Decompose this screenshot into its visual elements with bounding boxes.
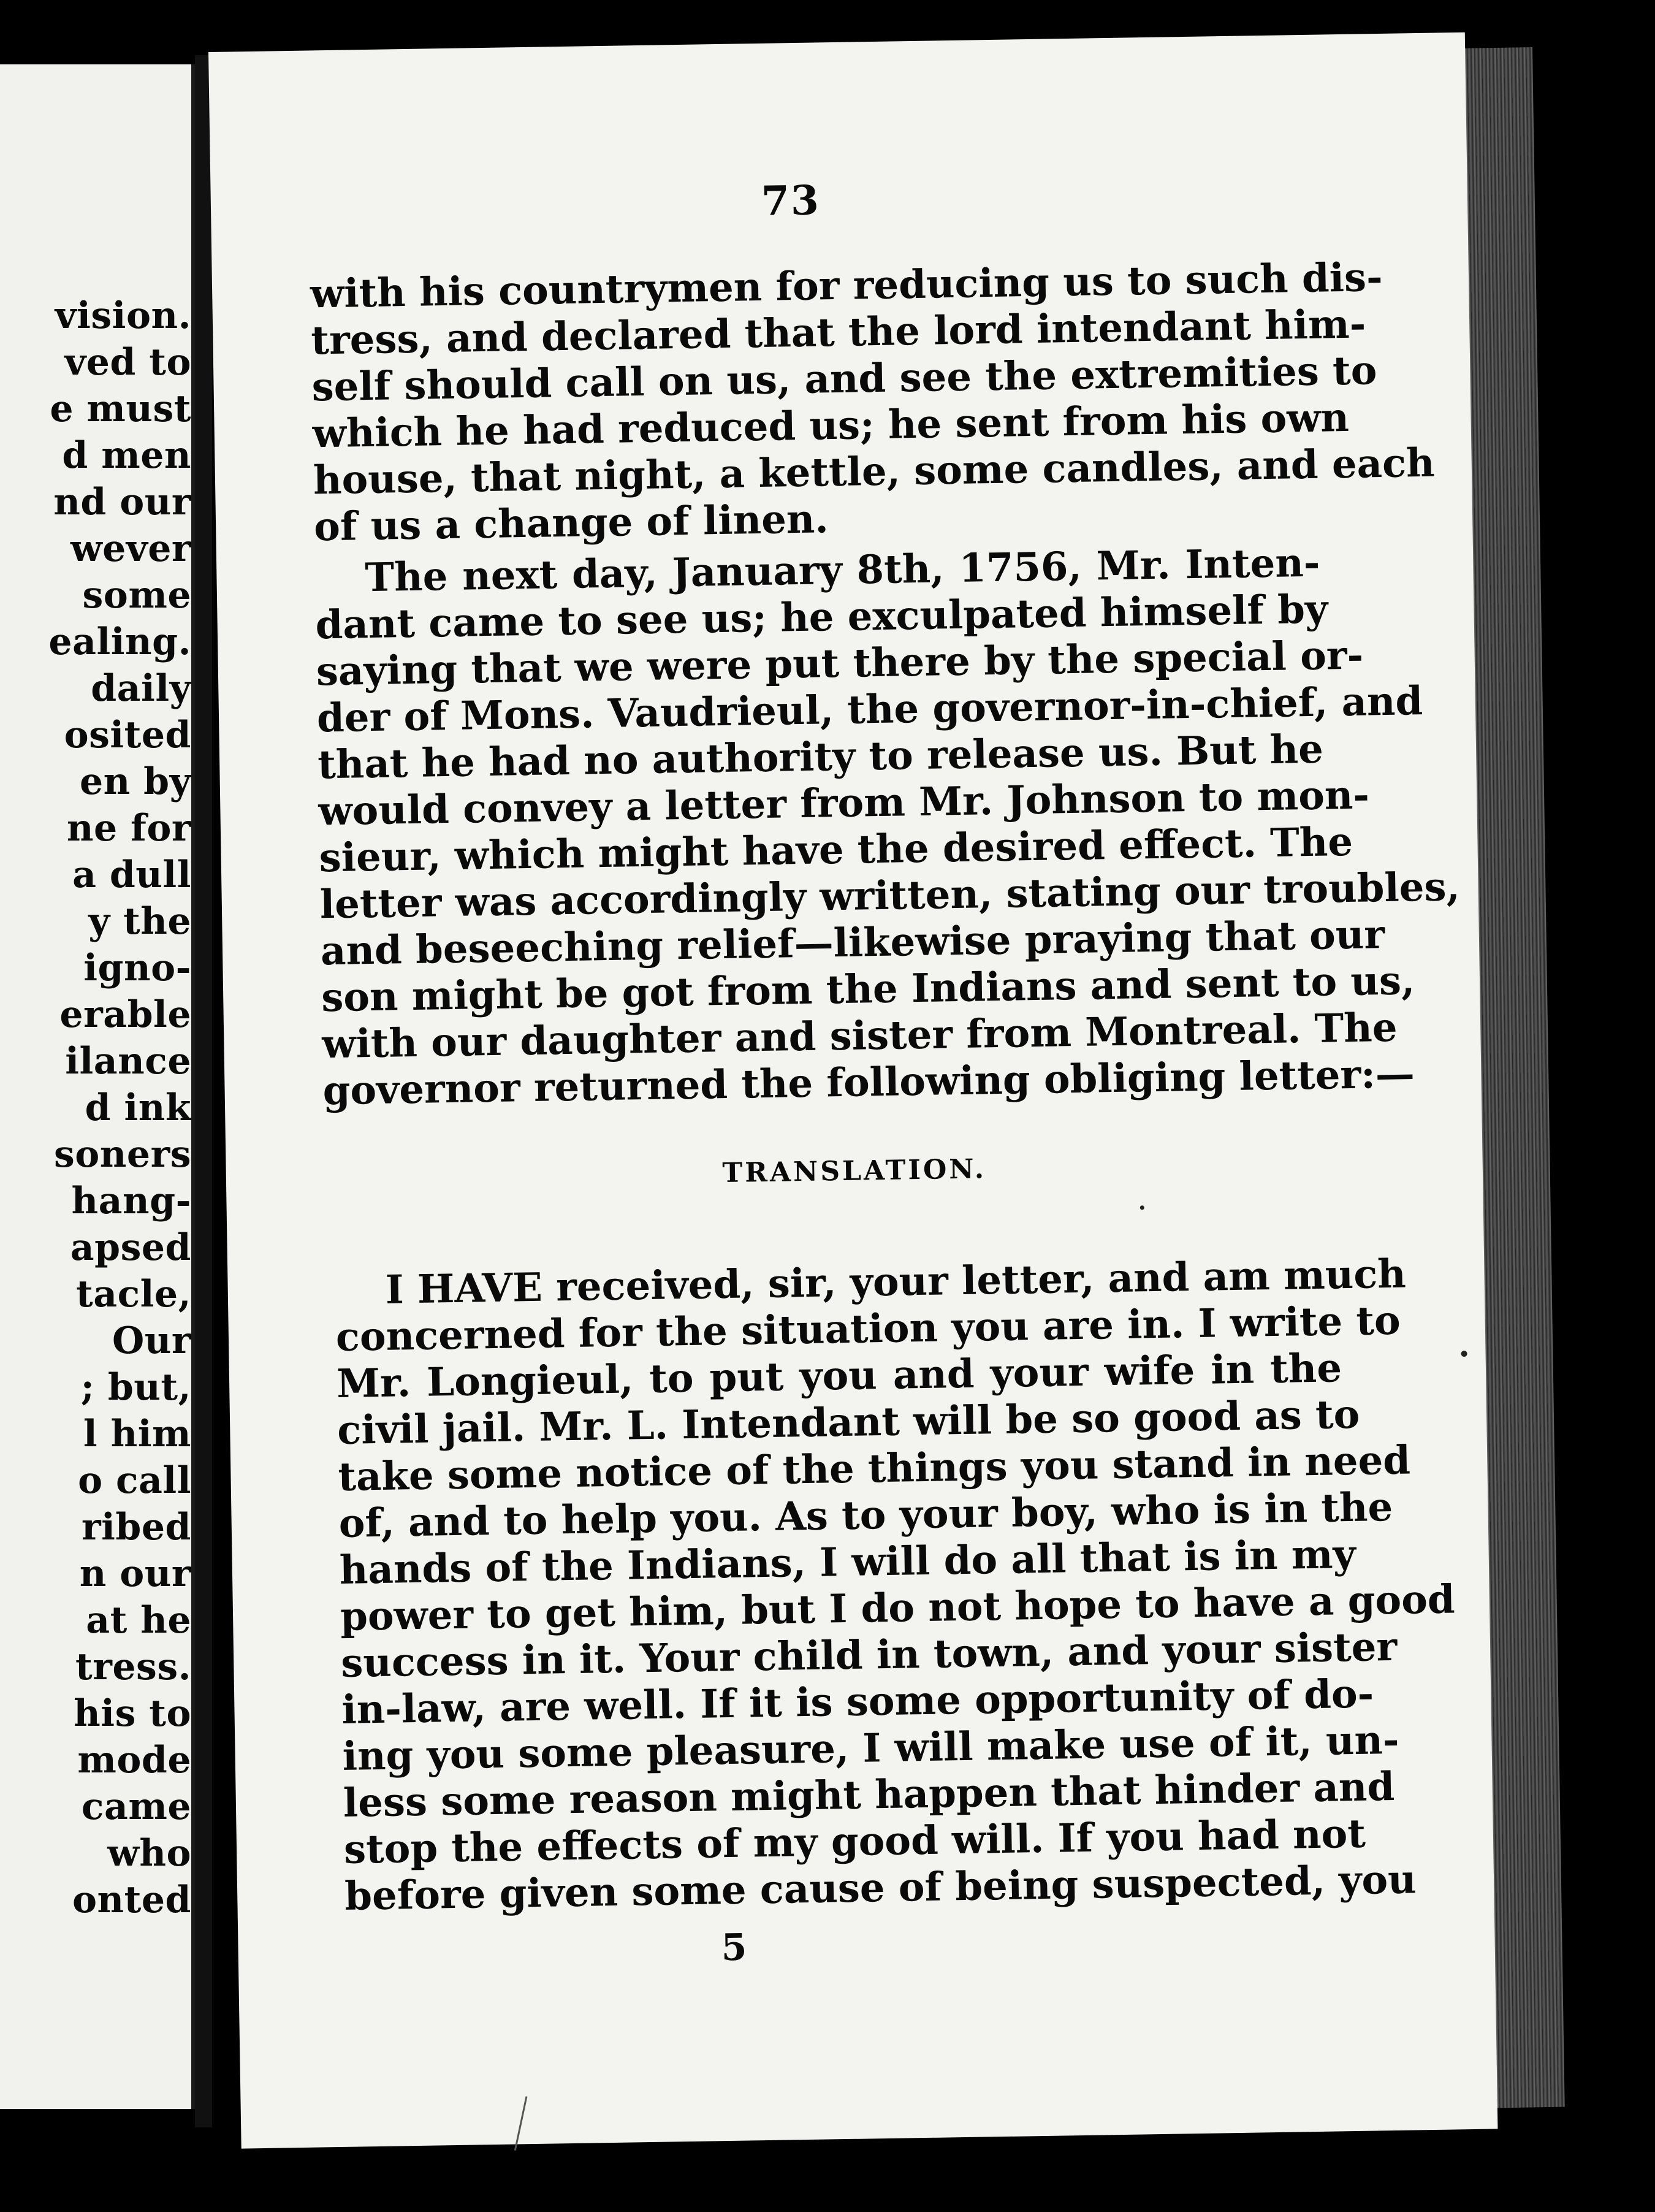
text-line: The next day, January 8th, 1756, Mr. Inten- bbox=[364, 540, 1320, 601]
left-page-line: ved to bbox=[64, 341, 191, 384]
text-line: and beseeching relief—likewise praying that our bbox=[320, 912, 1385, 975]
left-page-line: ribed bbox=[82, 1506, 191, 1549]
left-page-line: tress. bbox=[75, 1646, 191, 1688]
left-page-line: Our bbox=[112, 1319, 191, 1362]
left-page-line: onted bbox=[72, 1878, 191, 1921]
text-line: saying that we were put there by the special or- bbox=[316, 632, 1364, 695]
text-line: house, that night, a kettle, some candles, and each bbox=[313, 440, 1436, 504]
text-line: which he had reduced us; he sent from his own bbox=[312, 394, 1350, 457]
left-page-line: ilance bbox=[65, 1040, 191, 1083]
left-page-line: at he bbox=[86, 1599, 191, 1642]
left-page-line: erable bbox=[59, 993, 191, 1036]
left-page-line: en by bbox=[79, 760, 191, 803]
letter-line: I HAVE received, sir, your letter, and am much bbox=[385, 1251, 1407, 1313]
left-page-line: d ink bbox=[85, 1086, 191, 1129]
left-page-line: hang- bbox=[71, 1180, 191, 1222]
left-page-line: igno- bbox=[83, 947, 191, 990]
left-page-line: a dull bbox=[72, 853, 191, 896]
page-number: 73 bbox=[761, 176, 821, 225]
text-line: son might be got from the Indians and sent to us, bbox=[321, 958, 1415, 1021]
letter-line: in-law, are well. If it is some opportunity of do- bbox=[341, 1671, 1374, 1733]
right-page bbox=[208, 32, 1497, 2149]
left-page-line: mode bbox=[77, 1739, 191, 1782]
left-page-line: ; but, bbox=[80, 1366, 191, 1409]
left-page-line: d men bbox=[62, 434, 191, 477]
text-line: that he had no authority to release us. But he bbox=[317, 726, 1324, 788]
book-gutter bbox=[195, 55, 212, 2127]
signature-mark: 5 bbox=[721, 1926, 747, 1970]
left-page-line: soners bbox=[54, 1133, 191, 1176]
left-page-line: n our bbox=[79, 1552, 191, 1595]
left-page-line: l him bbox=[83, 1413, 191, 1455]
left-page-line: vision. bbox=[55, 294, 191, 337]
letter-line: civil jail. Mr. L. Intendant will be so good as to bbox=[337, 1391, 1360, 1454]
left-page-line: some bbox=[82, 574, 191, 617]
left-page-line: osited bbox=[64, 714, 191, 757]
left-page-line: o call bbox=[78, 1459, 191, 1502]
left-page-line: y the bbox=[88, 900, 191, 943]
left-page-line: e must bbox=[50, 387, 191, 430]
left-page-line: his to bbox=[74, 1692, 191, 1735]
body-text bbox=[310, 254, 1461, 1115]
text-line: of us a change of linen. bbox=[313, 496, 829, 551]
left-page-line: wever bbox=[70, 527, 191, 570]
left-page-line: came bbox=[81, 1785, 191, 1828]
left-page-line: apsed bbox=[70, 1226, 191, 1269]
left-page-line: daily bbox=[91, 667, 191, 710]
left-page-line: who bbox=[107, 1832, 191, 1875]
text-line: governor returned the following obliging letter:— bbox=[322, 1051, 1415, 1115]
letter-line: take some notice of the things you stand in need bbox=[337, 1437, 1411, 1500]
ink-speck bbox=[1461, 1351, 1467, 1357]
section-heading: TRANSLATION. bbox=[722, 1153, 987, 1189]
left-page-line: tacle, bbox=[76, 1273, 191, 1316]
left-facing-page bbox=[0, 64, 195, 2109]
text-line: with his countrymen for reducing us to such dis- bbox=[310, 254, 1383, 318]
left-page-line: ne for bbox=[66, 807, 191, 850]
text-line: self should call on us, and see the extremities to bbox=[311, 348, 1377, 411]
ink-speck bbox=[1140, 1205, 1144, 1210]
letter-line: ing you some pleasure, I will make use of it, un- bbox=[342, 1717, 1400, 1780]
text-line: tress, and declared that the lord intendant him- bbox=[310, 301, 1366, 364]
text-line: would convey a letter from Mr. Johnson to mon- bbox=[318, 772, 1370, 835]
letter-line: hands of the Indians, I will do all that is in my bbox=[339, 1531, 1356, 1593]
letter-line: Mr. Longieul, to put you and your wife in the bbox=[336, 1345, 1342, 1407]
letter-line: of, and to help you. As to your boy, who is in the bbox=[338, 1484, 1393, 1547]
left-page-line: ealing. bbox=[48, 620, 191, 663]
letter-line: less some reason might happen that hinder and bbox=[343, 1763, 1395, 1826]
left-page-line: nd our bbox=[53, 481, 191, 524]
letter-line: concerned for the situation you are in. I write to bbox=[335, 1297, 1401, 1360]
letter-line: before given some cause of being suspected, you bbox=[344, 1856, 1417, 1920]
letter-line: stop the effects of my good will. If you had not bbox=[343, 1810, 1366, 1873]
text-line: der of Mons. Vaudrieul, the governor-in-chief, and bbox=[316, 678, 1423, 742]
text-line: letter was accordingly written, stating our troubles, bbox=[319, 864, 1461, 928]
text-line: sieur, which might have the desired effect. The bbox=[319, 818, 1353, 882]
text-line: dant came to see us; he exculpated himself by bbox=[315, 586, 1328, 649]
letter-line: power to get him, but I do not hope to have a good bbox=[340, 1576, 1456, 1640]
letter-text bbox=[335, 1251, 1456, 1920]
letter-line: success in it. Your child in town, and your sister bbox=[340, 1623, 1398, 1687]
text-line: with our daughter and sister from Montreal. The bbox=[321, 1004, 1398, 1068]
